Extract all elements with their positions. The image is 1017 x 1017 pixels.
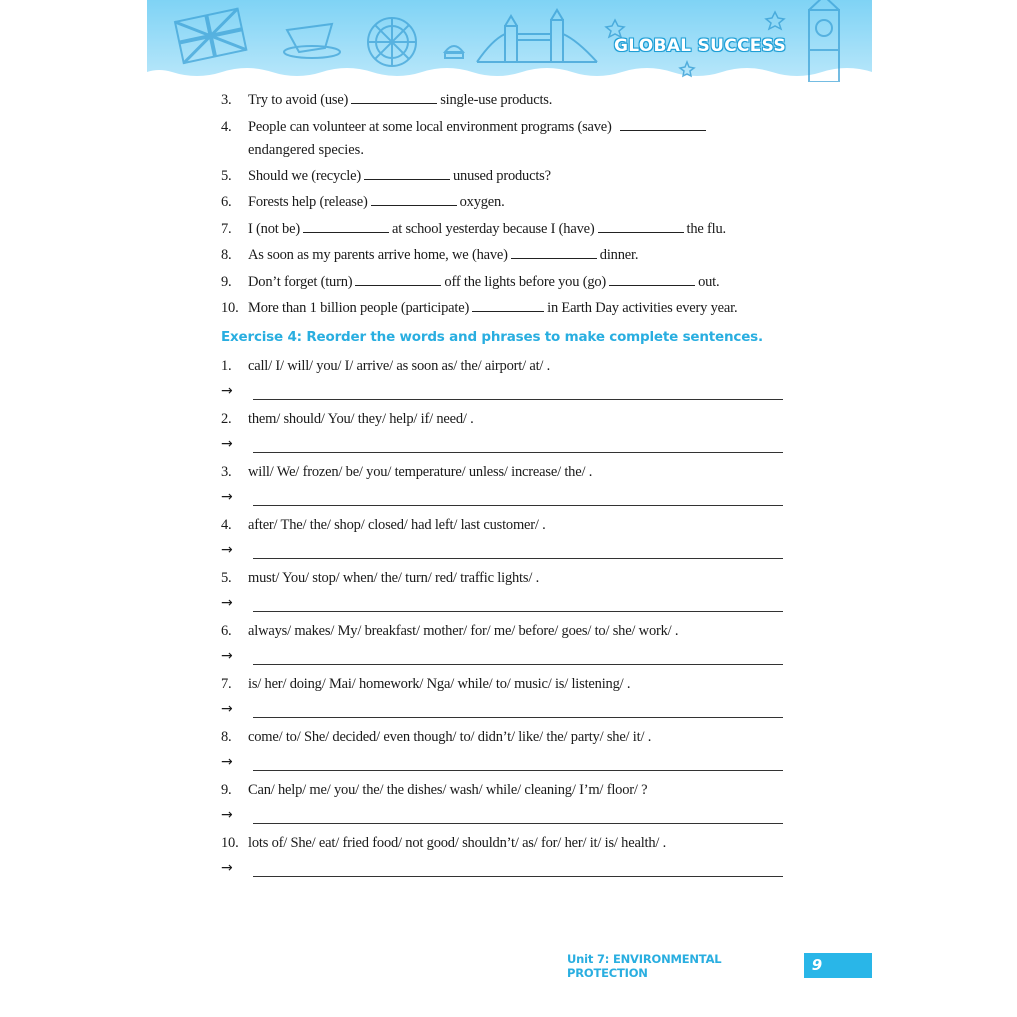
exercise4-item-6: 6. always/ makes/ My/ breakfast/ mother/ for/ me/ before/ goes/ to/ she/ work/ . [221,623,679,639]
exercise3-item-5: 5. Should we (recycle) unused products? [221,168,551,184]
exercise3-item-10: 10. More than 1 billion people (participate) in Earth Day activities every year. [221,300,738,316]
exercise4-item-1: 1. call/ I/ will/ you/ I/ arrive/ as soon as/ the/ airport/ at/ . [221,358,551,374]
answer-blank[interactable] [303,220,389,233]
exercise4-item-9: 9. Can/ help/ me/ you/ the/ the dishes/ wash/ while/ cleaning/ I’m/ floor/ ? [221,782,648,798]
header-banner [147,0,872,82]
exercise4-item-2: 2. them/ should/ You/ they/ help/ if/ need/ . [221,411,474,427]
answer-line-9[interactable] [221,807,783,829]
page-number: 9 [811,956,823,974]
exercise4-item-7: 7. is/ her/ doing/ Mai/ homework/ Nga/ while/ to/ music/ is/ listening/ . [221,676,631,692]
answer-blank[interactable] [351,91,437,104]
exercise4-title: Exercise 4: Reorder the words and phrases to make complete sentences. [221,329,763,345]
exercise3-item-3: 3. Try to avoid (use) single-use products. [221,92,553,108]
page-footer [567,953,872,978]
answer-line-2[interactable] [221,436,783,458]
arrow-icon: → [221,701,233,717]
answer-blank[interactable] [371,193,457,206]
arrow-icon: → [221,542,233,558]
answer-blank[interactable] [620,118,706,131]
answer-line-5[interactable] [221,595,783,617]
ferris-wheel-icon [368,18,416,66]
exercise4-item-8: 8. come/ to/ She/ decided/ even though/ to/ didn’t/ like/ the/ party/ she/ it/ . [221,729,652,745]
answer-blank[interactable] [364,167,450,180]
arrow-icon: → [221,489,233,505]
answer-line-7[interactable] [221,701,783,723]
answer-blank[interactable] [472,299,544,312]
exercise3-item-9: 9. Don’t forget (turn) off the lights before you (go) out. [221,274,720,290]
exercise4-item-4: 4. after/ The/ the/ shop/ closed/ had left/ last customer/ . [221,517,546,533]
arrow-icon: → [221,436,233,452]
answer-line-8[interactable] [221,754,783,776]
exercise3-item-4: 4. People can volunteer at some local environment programs (save) [221,116,709,139]
answer-blank[interactable] [355,273,441,286]
answer-line-4[interactable] [221,542,783,564]
arrow-icon: → [221,860,233,876]
page-number-box [804,953,872,978]
exercise4-item-10: 10. lots of/ She/ eat/ fried food/ not good/ shouldn’t/ as/ for/ her/ it/ is/ health/ . [221,835,667,851]
arrow-icon: → [221,807,233,823]
exercise4-item-5: 5. must/ You/ stop/ when/ the/ turn/ red/ traffic lights/ . [221,570,540,586]
unit-title: Unit 7: ENVIRONMENTAL PROTECTION [567,951,722,980]
worksheet-page [147,0,872,1017]
answer-line-1[interactable] [221,383,783,405]
arrow-icon: → [221,383,233,399]
answer-line-10[interactable] [221,860,783,882]
answer-blank[interactable] [598,220,684,233]
exercise3-item-6: 6. Forests help (release) oxygen. [221,194,505,210]
answer-blank[interactable] [609,273,695,286]
exercise3-item-4-continuation: endangered species. [248,142,364,158]
exercise4-item-3: 3. will/ We/ frozen/ be/ you/ temperature/ unless/ increase/ the/ . [221,464,593,480]
arrow-icon: → [221,754,233,770]
exercise3-item-8: 8. As soon as my parents arrive home, we (have) dinner. [221,247,639,263]
brand-logo: GLOBAL SUCCESS [613,36,786,56]
exercise3-item-7: 7. I (not be) at school yesterday because I (have) the flu. [221,221,726,237]
answer-line-3[interactable] [221,489,783,511]
answer-blank[interactable] [511,246,597,259]
answer-line-6[interactable] [221,648,783,670]
arrow-icon: → [221,648,233,664]
arrow-icon: → [221,595,233,611]
